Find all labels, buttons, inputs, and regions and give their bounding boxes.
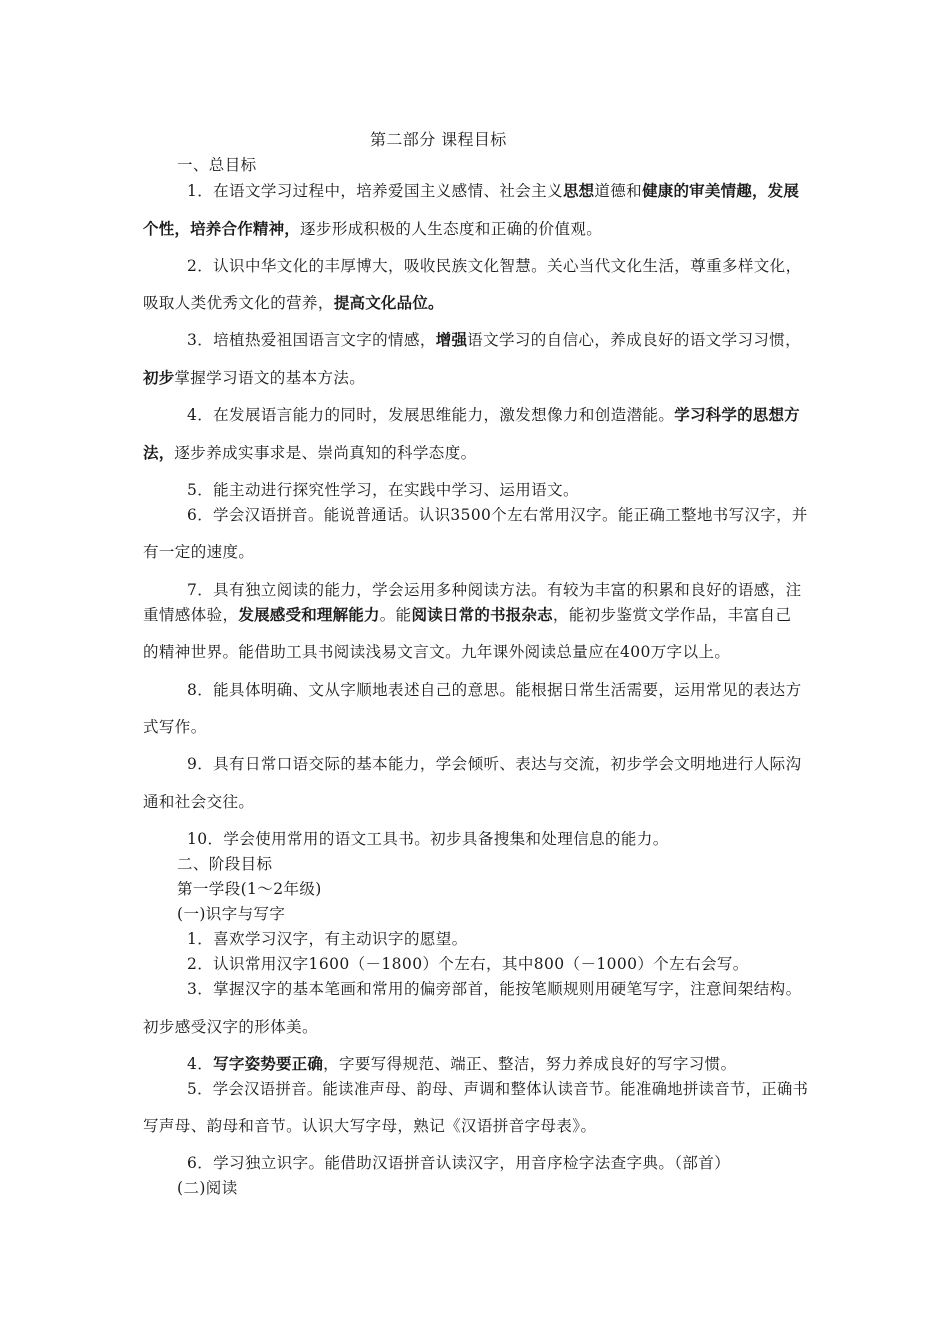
text-line [143,219,602,239]
text-line [143,1017,318,1037]
text-line [187,829,669,849]
text-span: (一)识字与写字 [177,905,286,923]
bold-text: 初步 [143,369,175,387]
text-span: 第二部分 课程目标 [370,130,507,149]
text-span: 第一学段(1～2年级) [177,880,322,898]
text-span: 逐步形成积极的人生态度和正确的价值观。 [300,220,603,238]
text-span: (二)阅读 [177,1179,238,1197]
text-span: 重情感体验， [143,606,239,624]
text-span: 5．能主动进行探究性学习，在实践中学习、运用语文。 [187,481,579,499]
text-span: 9．具有日常口语交际的基本能力，学会倾听、表达与交流，初步学会文明地进行人际沟 [187,755,802,773]
text-span: 2．认识中华文化的丰厚博大，吸收民族文化智慧。关心当代文化生活，尊重多样文化， [187,257,802,275]
text-line [177,854,272,874]
bold-text: 写字姿势要正确 [213,1055,324,1073]
text-line [187,979,801,999]
text-line [187,480,579,500]
bold-text: 学习科学的思想方 [674,406,800,424]
text-line [187,954,749,974]
text-line [187,330,801,350]
text-span: 1．喜欢学习汉字，有主动识字的愿望。 [187,930,468,948]
text-line [143,642,730,662]
bold-text: 阅读日常的书报杂志 [411,606,553,624]
text-span: 2．认识常用汉字1600（－1800）个左右，其中800（－1000）个左右会写。 [187,955,749,973]
text-span: 6．学习独立识字。能借助汉语拼音认读汉字，用音序检字法查字典。（部首） [187,1154,731,1172]
text-line [143,1116,596,1136]
text-span: 10．学会使用常用的语文工具书。初步具备搜集和处理信息的能力。 [187,830,669,848]
text-span: 1．在语文学习过程中，培养爱国主义感情、社会主义 [187,182,563,200]
text-line [187,1153,730,1173]
text-span: 6．学会汉语拼音。能说普通话。认识3500个左右常用汉字。能正确工整地书写汉字，并 [187,506,808,524]
text-line [143,443,477,463]
bold-text: 法， [143,444,175,462]
text-span: 逐步养成实事求是、崇尚真知的科学态度。 [174,444,477,462]
bold-text: 增强 [435,331,468,349]
text-span: 初步感受汉字的形体美。 [143,1018,318,1036]
text-span: 7．具有独立阅读的能力，学会运用多种阅读方法。有较为丰富的积累和良好的语感，注 [187,581,802,599]
text-span: 3．掌握汉字的基本笔画和常用的偏旁部首，能按笔顺规则用硬笔写字，注意间架结构。 [187,980,802,998]
text-span: 语文学习的自信心，养成良好的语文学习习惯， [467,331,802,349]
text-span: 道德和 [594,182,643,200]
text-line [143,717,207,737]
bold-text: 提高文化品位。 [333,294,444,312]
text-span: 的精神世界。能借助工具书阅读浅易文言文。九年课外阅读总量应在400万字以上。 [143,643,731,661]
text-span: 通和社会交往。 [143,793,255,811]
text-line [143,542,254,562]
text-line [187,505,808,525]
text-span: 4． [187,1055,214,1073]
bold-text: 个性，培养合作精神， [143,220,301,238]
text-span: 4．在发展语言能力的同时，发展思维能力，激发想像力和创造潜能。 [187,406,675,424]
text-line [187,680,801,700]
text-line [187,1079,808,1099]
text-line [187,256,801,276]
bold-text: 思想 [562,182,595,200]
text-span: 式写作。 [143,718,207,736]
text-line [177,155,257,175]
bold-text: 健康的审美情趣，发展 [642,182,800,200]
text-span: 。能 [379,606,412,624]
text-line [143,792,254,812]
text-line [143,368,365,388]
text-line [187,181,799,201]
text-span: 有一定的速度。 [143,543,255,561]
text-line [187,580,801,600]
bold-text: 发展感受和理解能力 [238,606,380,624]
text-span: ，字要写得规范、端正、整洁，努力养成良好的写字习惯。 [323,1055,737,1073]
text-line [187,1054,736,1074]
text-line [177,904,285,924]
text-span: 5．学会汉语拼音。能读准声母、韵母、声调和整体认读音节。能准确地拼读音节，正确书 [187,1080,809,1098]
text-span: ，能初步鉴赏文学作品，丰富自己 [552,606,792,624]
text-line [177,1178,238,1198]
text-span: 3．培植热爱祖国语言文字的情感， [187,331,436,349]
text-line [143,605,791,625]
text-span: 吸取人类优秀文化的营养， [143,294,334,312]
text-line [177,879,322,899]
text-span: 一、总目标 [177,156,257,174]
text-span: 8．能具体明确、文从字顺地表述自己的意思。能根据日常生活需要，运用常见的表达方 [187,681,802,699]
text-line [143,293,444,313]
text-span: 掌握学习语文的基本方法。 [174,369,366,387]
text-line [187,929,468,949]
text-line [187,405,800,425]
text-line [187,754,801,774]
text-span: 写声母、韵母和音节。认识大写字母，熟记《汉语拼音字母表》。 [143,1117,597,1135]
text-span: 二、阶段目标 [177,855,273,873]
page-title [370,130,507,150]
